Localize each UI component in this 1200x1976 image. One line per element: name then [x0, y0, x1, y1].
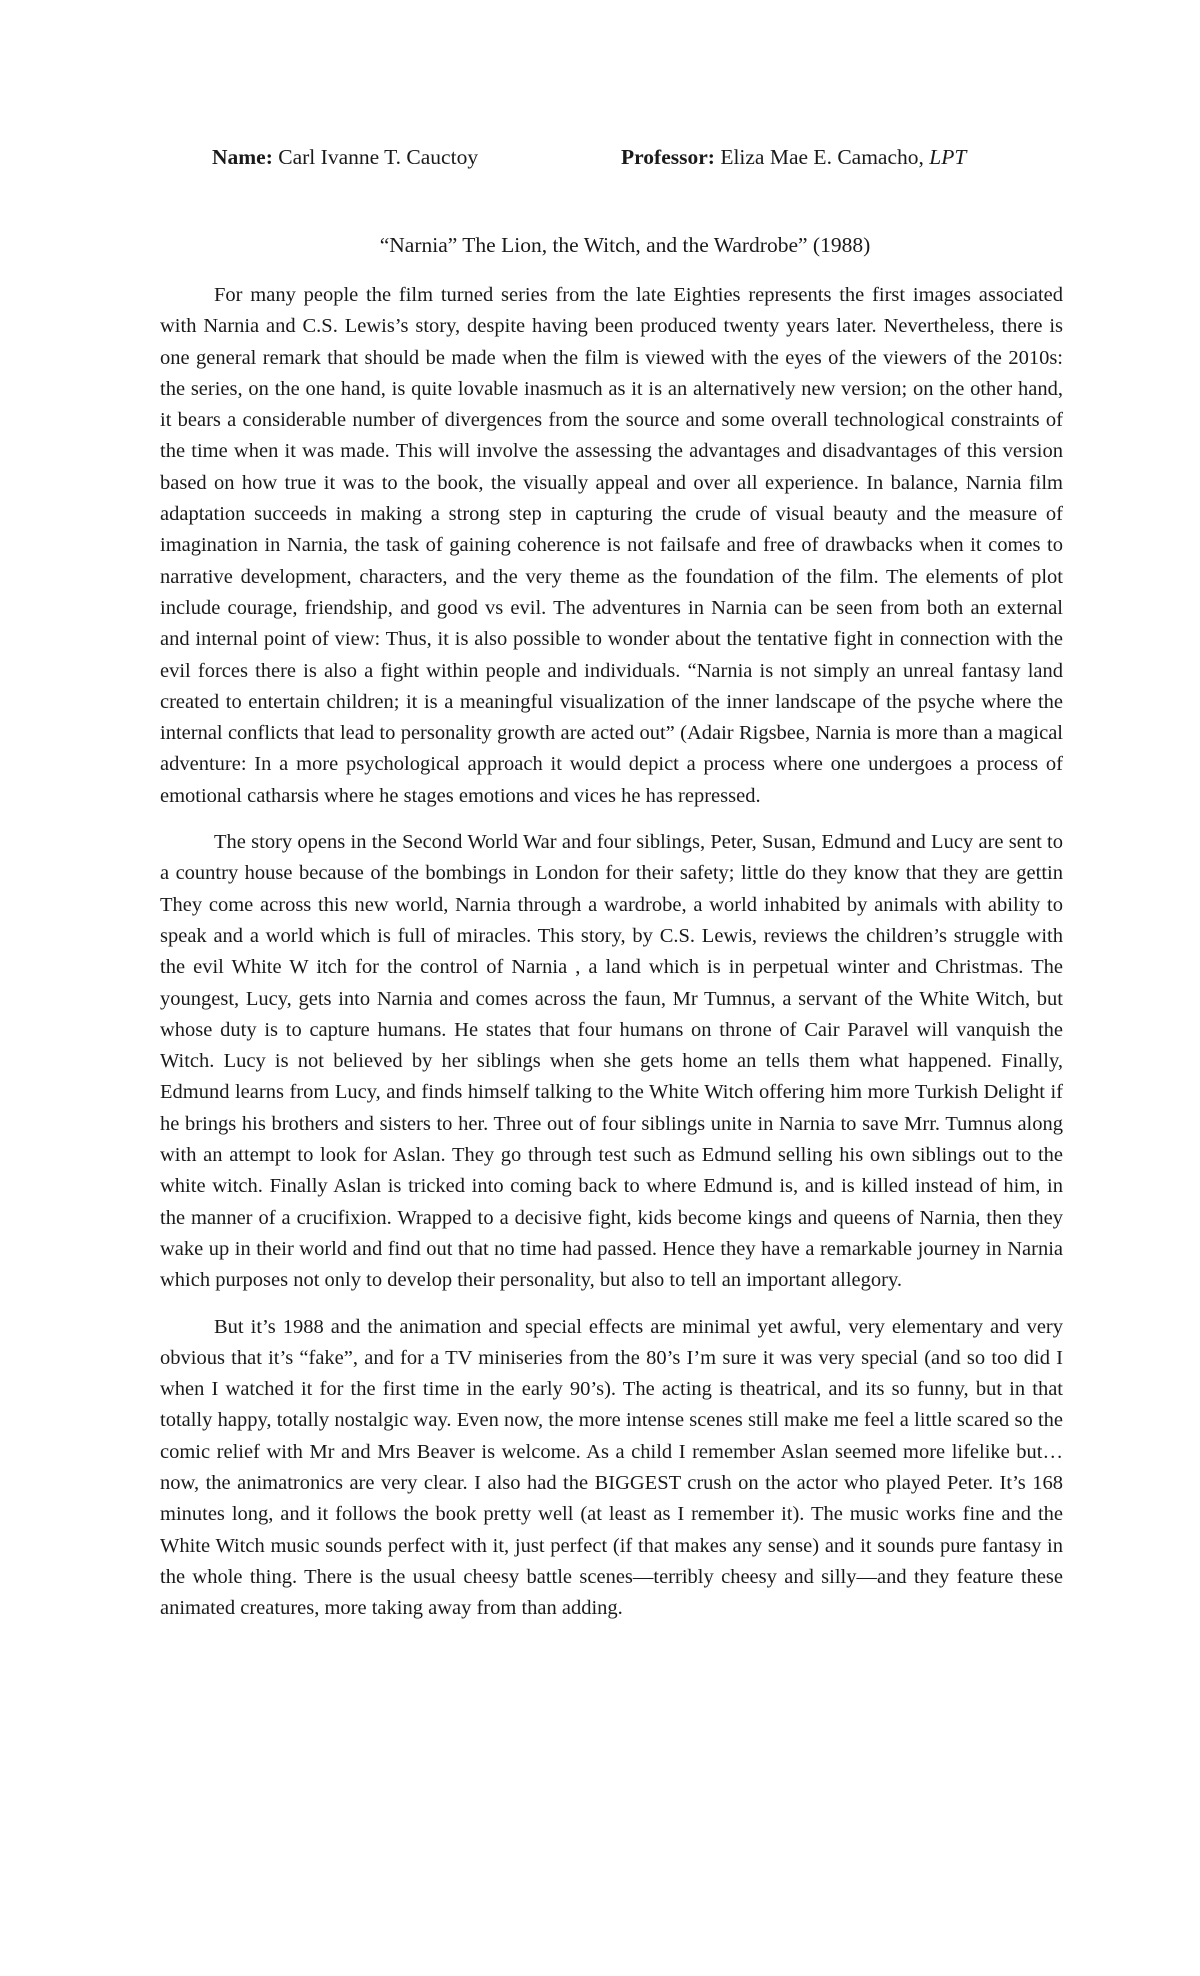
professor-suffix: LPT	[929, 145, 967, 169]
student-name-line	[212, 143, 478, 171]
paragraph-3: But it’s 1988 and the animation and special effects are minimal yet awful, very elementary and very obvious that it’s “fake”, and for a TV miniseries from the 80’s I’m sure it was very special (and so too did I when I watched it for the first time in the early 90’s). The acting is theatrical, and its so funny, but in that totally happy, totally nostalgic way. Even now, the more intense scenes still make me feel a little scared so the comic relief with Mr and Mrs Beaver is welcome. As a child I remember Aslan seemed more lifelike but…now, the animatronics are very clear. I also had the BIGGEST crush on the actor who played Peter. It’s 168 minutes long, and it follows the book pretty well (at least as I remember it). The music works fine and the White Witch music sounds perfect with it, just perfect (if that makes any sense) and it sounds pure fantasy in the whole thing. There is the usual cheesy battle scenes—terribly cheesy and silly—and they feature these animated creatures, more taking away from than adding.	[160, 1315, 1063, 1620]
paragraph-1: For many people the film turned series from the late Eighties represents the first images associated with Narnia and C.S. Lewis’s story, despite having been produced twenty years later. Nevertheless, there is one general remark that should be made when the film is viewed with the eyes of the viewers of the 2010s: the series, on the one hand, is quite lovable inasmuch as it is an alternatively new version; on the other hand, it bears a considerable number of divergences from the source and some overall technological constraints of the time when it was made. This will involve the assessing the advantages and disadvantages of this version based on how true it was to the book, the visually appeal and over all experience. In balance, Narnia film adaptation succeeds in making a strong step in capturing the crude of visual beauty and the measure of imagination in Narnia, the task of gaining coherence is not failsafe and free of drawbacks when it comes to narrative development, characters, and the very theme as the foundation of the film. The elements of plot include courage, friendship, and good vs evil. The adventures in Narnia can be seen from both an external and internal point of view: Thus, it is also possible to wonder about the tentative fight in connection with the evil forces there is also a fight within people and individuals. “Narnia is not simply an unreal fantasy land created to entertain children; it is a meaningful visualization of the inner landscape of the psyche where the internal conflicts that lead to personality growth are acted out” (Adair Rigsbee, Narnia is more than a magical adventure: In a more psychological approach it would depict a process where one undergoes a process of emotional catharsis where he stages emotions and vices he has repressed.	[160, 284, 1063, 807]
professor-label: Professor:	[621, 145, 715, 169]
student-name: Carl Ivanne T. Cauctoy	[278, 145, 479, 169]
professor-name: Eliza Mae E. Camacho,	[720, 145, 924, 169]
name-label: Name:	[212, 145, 273, 169]
essay-title: “Narnia” The Lion, the Witch, and the Wardrobe” (1988)	[379, 233, 871, 257]
essay-body	[160, 280, 1063, 1639]
professor-line	[621, 143, 966, 171]
paragraph-2: The story opens in the Second World War and four siblings, Peter, Susan, Edmund and Lucy are sent to a country house because of the bombings in London for their safety; little do they know that they are gettin They come across this new world, Narnia through a wardrobe, a world inhabited by animals with ability to speak and a world which is full of miracles. This story, by C.S. Lewis, reviews the children’s struggle with the evil White W itch for the control of Narnia , a land which is in perpetual winter and Christmas. The youngest, Lucy, gets into Narnia and comes across the faun, Mr Tumnus, a servant of the White Witch, but whose duty is to capture humans. He states that four humans on throne of Cair Paravel will vanquish the Witch. Lucy is not believed by her siblings when she gets home an tells them what happened. Finally, Edmund learns from Lucy, and finds himself talking to the White Witch offering him more Turkish Delight if he brings his brothers and sisters to her. Three out of four siblings unite in Narnia to save Mrr. Tumnus along with an attempt to look for Aslan. They go through test such as Edmund selling his own siblings out to the white witch. Finally Aslan is tricked into coming back to where Edmund is, and is killed instead of him, in the manner of a crucifixion. Wrapped to a decisive fight, kids become kings and queens of Narnia, then they wake up in their world and find out that no time had passed. Hence they have a remarkable journey in Narnia which purposes not only to develop their personality, but also to tell an important allegory.	[160, 831, 1063, 1292]
